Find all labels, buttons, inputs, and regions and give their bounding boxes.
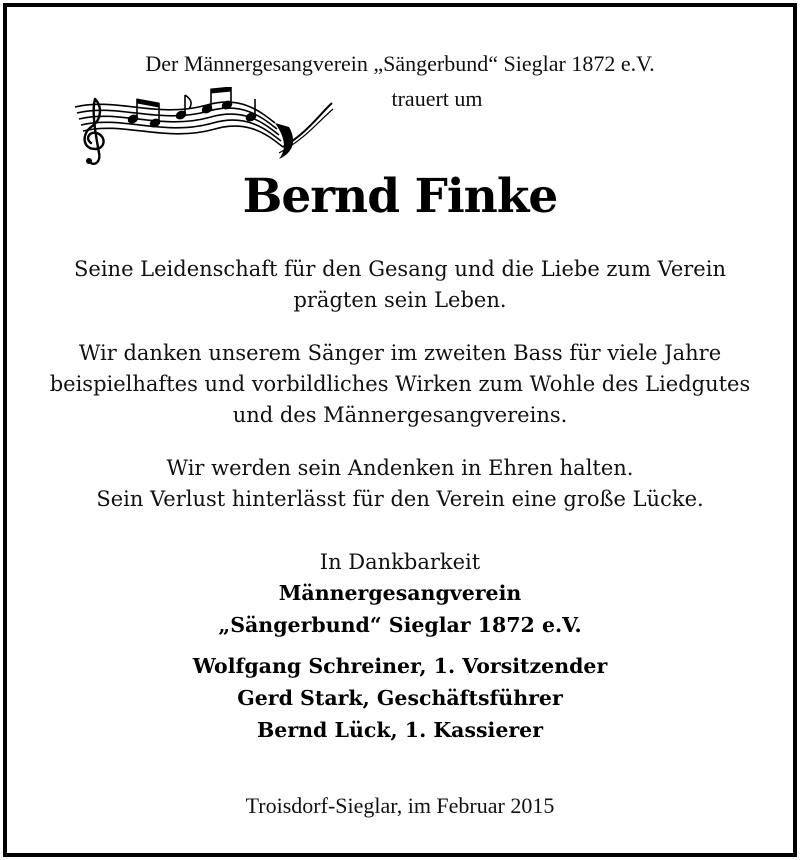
paragraph-line: Sein Verlust hinterlässt für den Verein eine große Lücke. — [96, 487, 704, 511]
paragraph-line: prägten sein Leben. — [293, 288, 507, 312]
signature-org-line1: Männergesangverein — [278, 581, 522, 605]
paragraph-memory — [7, 453, 793, 515]
paragraph-line: beispielhaftes und vorbildliches Wirken zum Wohle des Liedgutes — [49, 372, 751, 396]
paragraph-passion — [7, 254, 793, 316]
obituary-notice — [7, 7, 793, 853]
paragraph-line: und des Männergesangvereins. — [232, 403, 568, 427]
organization-line: Der Männergesangverein „Sängerbund“ Sieglar 1872 e.V. — [145, 51, 655, 76]
signature-org-line2: „Sängerbund“ Sieglar 1872 e.V. — [218, 613, 582, 637]
deceased-name: Bernd Finke — [242, 169, 558, 224]
obituary-frame — [3, 3, 797, 857]
signature-intro: In Dankbarkeit — [319, 550, 481, 574]
paragraph-line: Seine Leidenschaft für den Gesang und die Liebe zum Verein — [74, 257, 726, 281]
place-date: Troisdorf-Sieglar, im Februar 2015 — [245, 793, 555, 818]
paragraph-thanks — [7, 338, 793, 431]
mourns-line: trauert um — [391, 86, 483, 111]
paragraph-line: Wir werden sein Andenken in Ehren halten. — [166, 456, 634, 480]
signatory-treasurer: Bernd Lück, 1. Kassierer — [256, 718, 544, 742]
paragraph-line: Wir danken unserem Sänger im zweiten Bass für viele Jahre — [78, 341, 722, 365]
signatory-manager: Gerd Stark, Geschäftsführer — [237, 686, 563, 710]
signatory-chairman: Wolfgang Schreiner, 1. Vorsitzender — [192, 654, 608, 678]
